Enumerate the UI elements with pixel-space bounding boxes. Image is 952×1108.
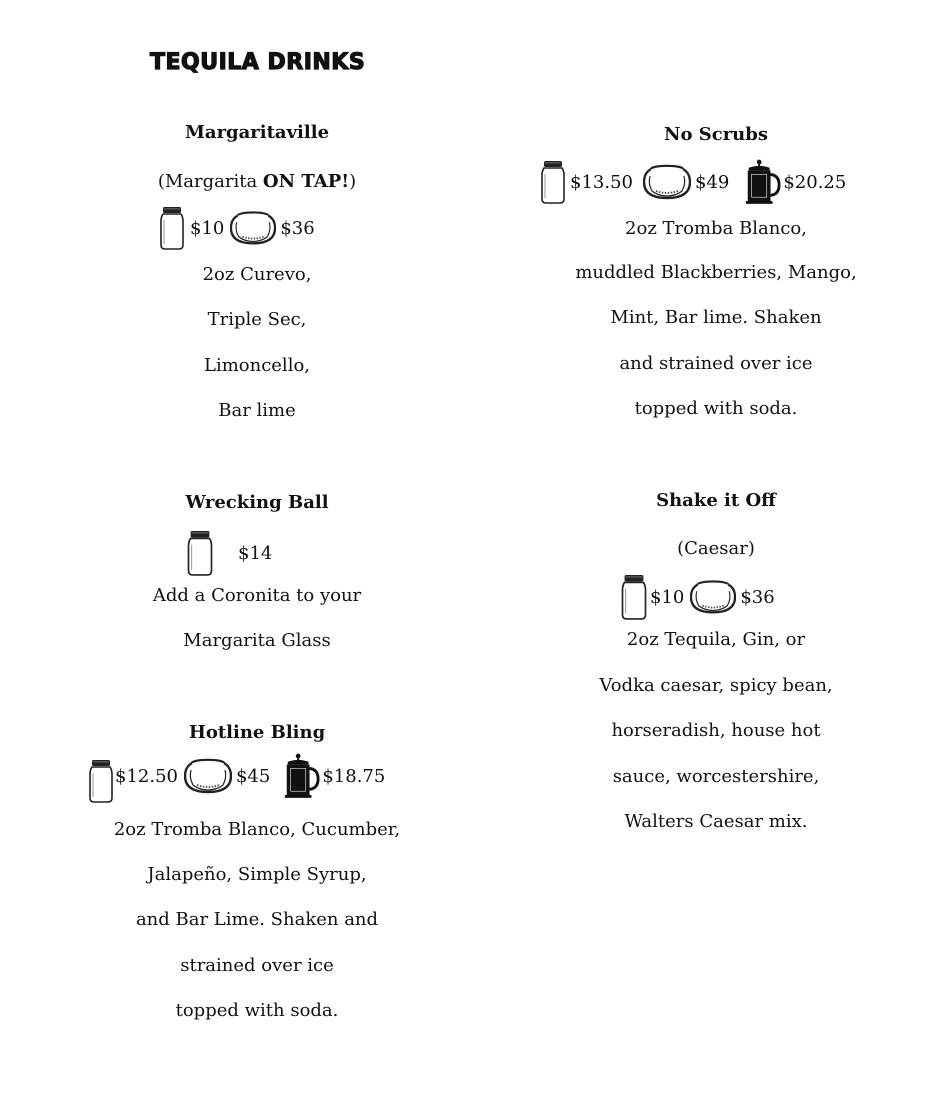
ingredient-line: Margarita Glass <box>183 630 331 651</box>
jar-price: $13.50 <box>570 171 633 193</box>
ingredient-line: sauce, worcestershire, <box>612 766 820 787</box>
jar-price: $10 <box>650 586 685 608</box>
price-row <box>540 158 852 206</box>
french-press-icon <box>282 751 320 801</box>
ingredient-line: and strained over ice <box>619 353 813 374</box>
bowl-price: $36 <box>740 586 775 608</box>
fishbowl-icon <box>643 164 691 200</box>
mason-jar-icon <box>88 758 114 804</box>
bowl-price: $36 <box>280 217 315 239</box>
ingredient-line: Vodka caesar, spicy bean, <box>599 675 833 696</box>
ingredient-line: 2oz Curevo, <box>202 264 312 285</box>
ingredient-line: and Bar Lime. Shaken and <box>135 909 379 930</box>
press-price: $18.75 <box>322 765 386 787</box>
fishbowl-icon <box>690 579 736 615</box>
fishbowl-icon <box>230 210 276 246</box>
ingredient-line: 2oz Tromba Blanco, Cucumber, <box>113 819 401 840</box>
mason-jar-icon <box>620 574 648 620</box>
jar-price: $12.50 <box>115 765 178 787</box>
ingredient-line: Walters Caesar mix. <box>624 811 808 832</box>
bowl-price: $45 <box>235 765 271 787</box>
jar-price: $14 <box>238 542 273 564</box>
ingredient-line: strained over ice <box>180 955 334 976</box>
drink-name: Wrecking Ball <box>185 492 329 513</box>
drink-name: Margaritaville <box>184 122 330 143</box>
ingredient-line: horseradish, house hot <box>611 720 821 741</box>
price-row <box>158 206 321 250</box>
ingredient-line: muddled Blackberries, Mango, <box>575 262 857 283</box>
ingredient-line: Limoncello, <box>203 355 311 376</box>
drink-subtitle: (Caesar) <box>677 538 755 559</box>
jar-price: $10 <box>190 217 225 239</box>
ingredient-line: 2oz Tequila, Gin, or <box>626 629 806 650</box>
press-price: $20.25 <box>783 171 847 193</box>
mason-jar-icon <box>186 530 214 576</box>
price-row <box>186 530 278 576</box>
ingredient-line: Mint, Bar lime. Shaken <box>610 307 822 328</box>
page-title: TEQUILA DRINKS <box>150 50 366 75</box>
ingredient-line: Bar lime <box>218 400 296 421</box>
bowl-price: $49 <box>694 171 730 193</box>
ingredient-line: 2oz Tromba Blanco, <box>625 218 807 239</box>
mason-jar-icon <box>540 160 566 204</box>
ingredient-line: Jalapeño, Simple Syrup, <box>147 864 367 885</box>
drink-subtitle: (Margarita ON TAP!) <box>157 171 357 192</box>
ingredient-line: Triple Sec, <box>207 309 307 330</box>
ingredient-line: topped with soda. <box>634 398 798 419</box>
drink-name: Shake it Off <box>656 490 776 511</box>
mason-jar-icon <box>158 206 186 250</box>
price-row <box>88 748 391 804</box>
drink-name: Hotline Bling <box>188 722 326 743</box>
price-row <box>620 574 781 620</box>
ingredient-line: topped with soda. <box>175 1000 339 1021</box>
drink-name: No Scrubs <box>664 124 768 145</box>
fishbowl-icon <box>184 757 232 795</box>
french-press-icon <box>743 158 781 206</box>
ingredient-line: Add a Coronita to your <box>152 585 362 606</box>
